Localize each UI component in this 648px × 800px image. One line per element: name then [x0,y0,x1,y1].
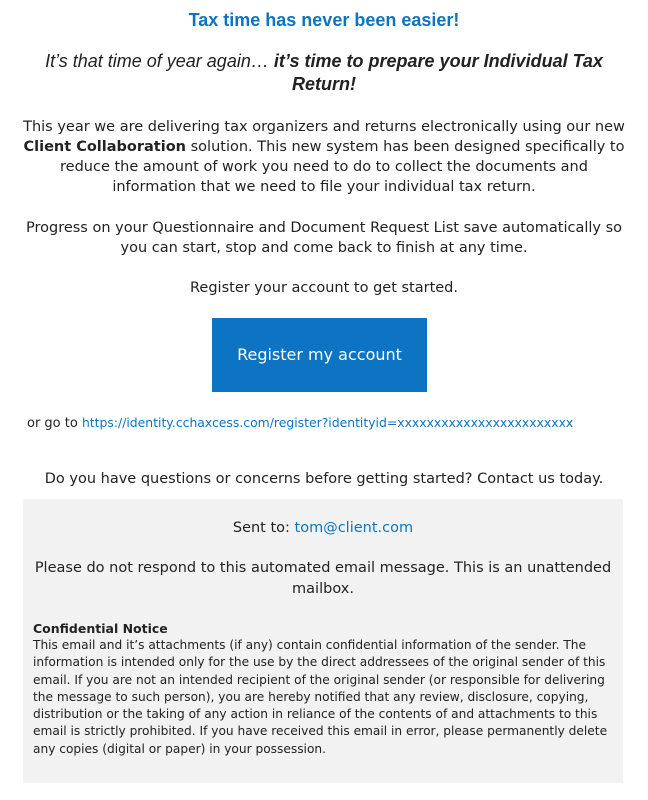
register-link-line [27,414,637,433]
confidential-notice-title: Confidential Notice [33,621,168,636]
intro-text-end: solution. This new system has been designed specifically to reduce the amount of work you need to do to collect the documents and information that we need to file your individual tax return. [60,139,625,195]
goto-prefix: or go to [27,416,82,431]
intro-text-start: This year we are delivering tax organizers and returns electronically using our new [23,119,625,135]
sent-to-line [23,518,623,538]
register-url-link[interactable]: https://identity.cchaxcess.com/register?identityid=xxxxxxxxxxxxxxxxxxxxxxxx [81,415,574,430]
no-respond-notice: Please do not respond to this automated email message. This is an unattended mailbox. [34,560,612,597]
sent-to-email-link[interactable]: tom@client.com [294,520,414,536]
sent-to-label: Sent to: [232,520,295,536]
subtitle-italic: It’s that time of year again… [45,51,274,71]
register-account-button[interactable]: Register my account [212,318,427,392]
intro-product-name: Client Collaboration [23,139,186,155]
email-title: Tax time has never been easier! [188,10,460,30]
subtitle-bold: it’s time to prepare your Individual Tax Return! [273,51,603,94]
intro-paragraph [16,117,632,197]
questions-paragraph: Do you have questions or concerns before getting started? Contact us today. [44,471,604,487]
email-subtitle [40,50,608,96]
footer-panel [23,499,623,783]
progress-paragraph: Progress on your Questionnaire and Document Request List save automatically so you can start, stop and come back to finish at any time. [25,220,623,256]
confidential-notice-body: This email and it’s attachments (if any) contain confidential information of the sender. The information is intended only for the use by the direct addressees of the original sender of this email. If you are not an intended recipient of the original sender (or responsible for delivering the message to such person), you are hereby notified that any review, disclosure, copying, distribution or the taking of any action in reliance of the contents of and attachments to this email is strictly prohibited. If you have received this email in error, please permanently delete any copies (digital or paper) in your possession. [33,638,608,756]
register-prompt: Register your account to get started. [190,280,458,296]
